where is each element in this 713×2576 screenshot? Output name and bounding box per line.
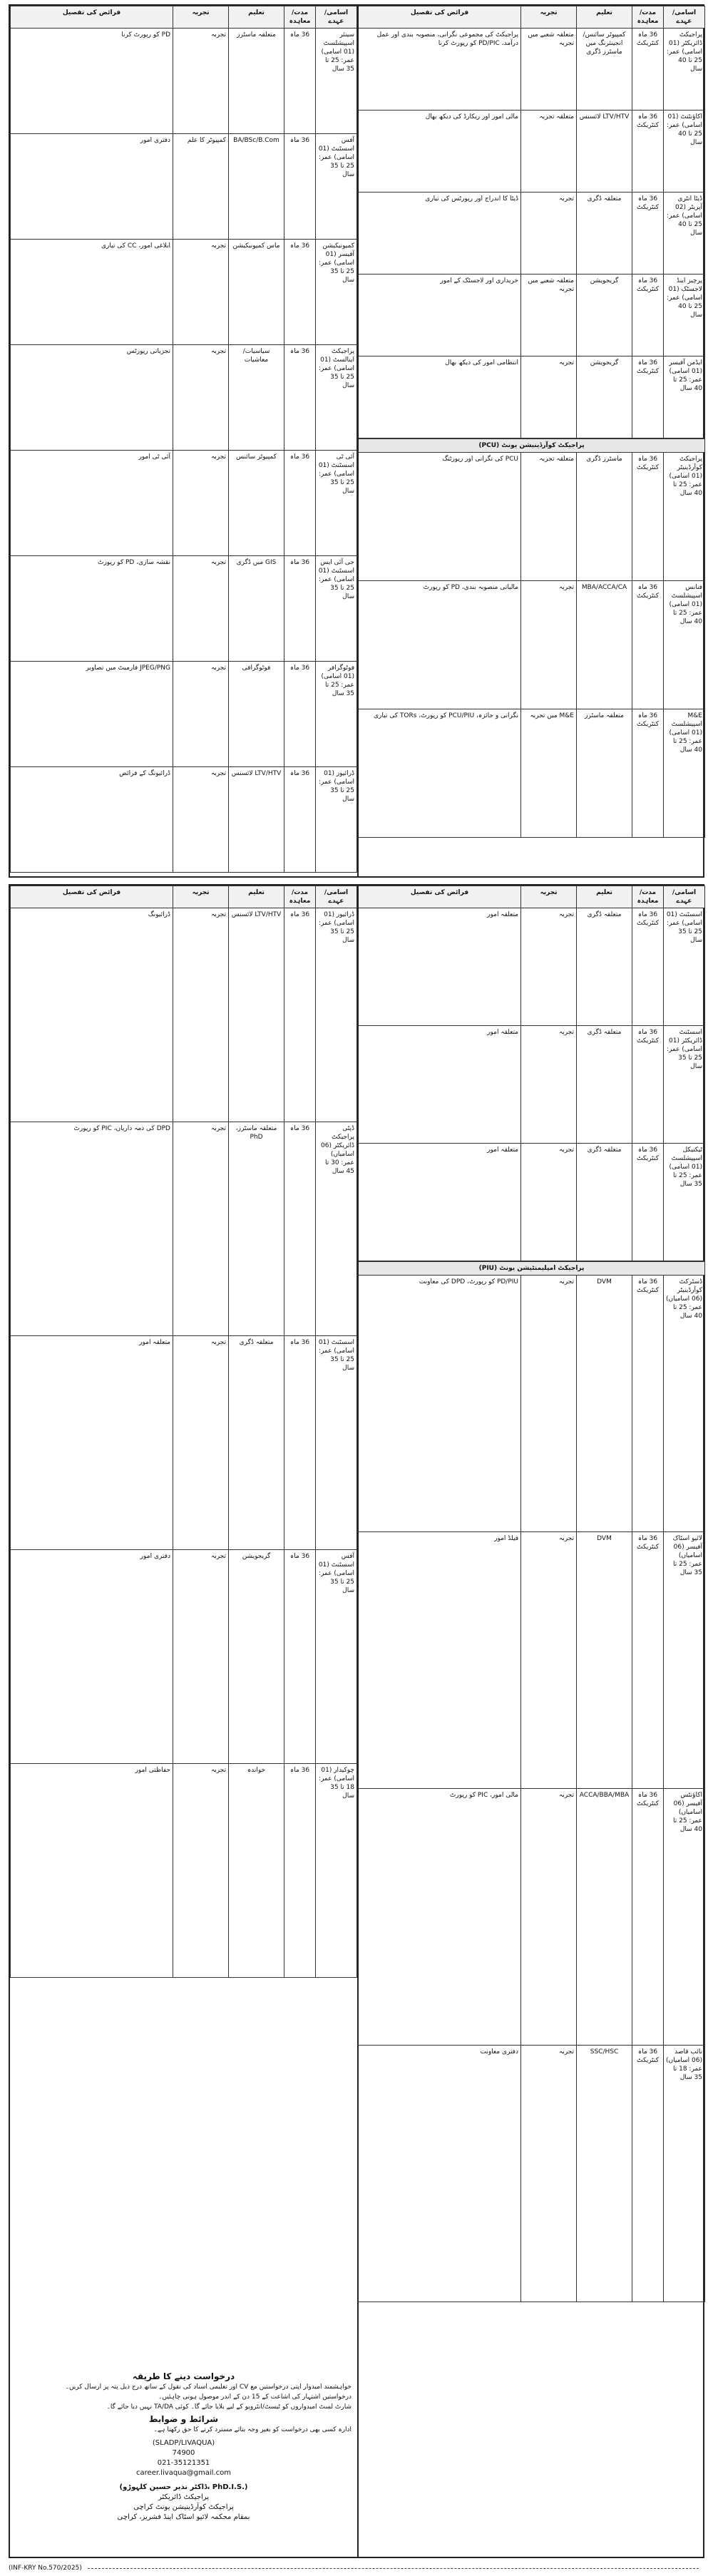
cell-duty: دفتری معاونت <box>359 2046 521 2302</box>
cell-post: ڈسٹرکٹ کوآرڈینیٹر (06 اسامیاں) عمر: 25 تا 40 سال <box>664 1276 705 1532</box>
signatory-name: (ڈاکٹر نذیر حسین کلہوڑو، PhD.I.S.) <box>119 2483 248 2491</box>
cell-post: جی آئی ایس اسسٹنٹ (01 اسامی) عمر: 25 تا 35 سال <box>316 556 357 662</box>
cell-duty: DPD کی ذمہ داریاں، PIC کو رپورٹ <box>11 1122 173 1336</box>
table-row <box>359 581 705 709</box>
cell-exp: تجربہ <box>521 581 577 709</box>
cell-term: 36 ماہ <box>284 29 316 134</box>
table-row <box>359 2046 705 2302</box>
cell-term: 36 ماہ <box>284 1764 316 1978</box>
cell-duty: حفاظتی امور <box>11 1764 173 1978</box>
cell-exp: تجربہ <box>521 1789 577 2046</box>
cell-term: 36 ماہ <box>284 662 316 767</box>
column-header: تجربہ <box>173 6 229 29</box>
cell-post: نائب قاصد (06 اسامیاں) عمر: 18 تا 35 سال <box>664 2046 705 2302</box>
cell-exp: تجربہ <box>173 1122 229 1336</box>
cell-post: اسسٹنٹ (01 اسامی) عمر: 25 تا 35 سال <box>664 908 705 1026</box>
cell-term: 36 ماہ <box>284 240 316 345</box>
cell-post: پراجیکٹ کوآرڈینیٹر (01 اسامی) عمر: 25 تا 40 سال <box>664 453 705 581</box>
cell-edu: متعلقہ ڈگری <box>577 193 632 274</box>
table-row <box>11 134 357 240</box>
cell-post: پرچیز اینڈ لاجسٹک (01 اسامی) عمر: 25 تا 40 سال <box>664 274 705 356</box>
column-header: اسامی/عہدے <box>316 886 357 908</box>
cell-duty: دفتری امور <box>11 134 173 240</box>
table-row <box>359 356 705 438</box>
cell-exp: متعلقہ شعبے میں تجربہ <box>521 29 577 111</box>
cell-exp: تجربہ <box>521 1144 577 1261</box>
column-header: تعلیم <box>229 6 284 29</box>
cell-duty: آئی ٹی امور <box>11 451 173 556</box>
apply-title: درخواست دینے کا طریقہ <box>132 2371 235 2381</box>
cell-post: ٹیکنیکل اسپیشلسٹ (01 اسامی) عمر: 25 تا 35 سال <box>664 1144 705 1261</box>
postcode: 74900 <box>172 2449 195 2457</box>
cell-term: 36 ماہ کنٹریکٹ <box>632 908 664 1026</box>
terms-line: ادارہ کسی بھی درخواست کو بغیر وجہ بتائے مسترد کرنے کا حق رکھتا ہے۔ <box>153 2426 352 2433</box>
cell-duty: ڈرائیونگ کے فرائض <box>11 767 173 873</box>
cell-duty: PD/PIU کو رپورٹ، DPD کی معاونت <box>359 1276 521 1532</box>
cell-post: فوٹوگرافر (01 اسامی) عمر: 25 تا 35 سال <box>316 662 357 767</box>
cell-post: ڈپٹی پراجیکٹ ڈائریکٹر (06 اسامیاں) عمر: 30 تا 45 سال <box>316 1122 357 1336</box>
cell-post: لائیو اسٹاک آفیسر (06 اسامیاں) عمر: 25 تا 35 سال <box>664 1532 705 1789</box>
cell-exp: تجربہ <box>173 556 229 662</box>
column-header: تعلیم <box>577 886 632 908</box>
cell-duty: PD کو رپورٹ کرنا <box>11 29 173 134</box>
table-row <box>11 29 357 134</box>
cell-exp: تجربہ <box>173 451 229 556</box>
cell-post: ایڈمن آفیسر (01 اسامی) عمر: 25 تا 40 سال <box>664 356 705 438</box>
column-header: اسامی/عہدے <box>664 6 705 29</box>
column-header: اسامی/عہدے <box>316 6 357 29</box>
piu-table <box>358 1261 705 2302</box>
cell-exp: تجربہ <box>521 2046 577 2302</box>
cell-edu: خواندہ <box>229 1764 284 1978</box>
cell-term: 36 ماہ <box>284 345 316 451</box>
cell-term: 36 ماہ کنٹریکٹ <box>632 1532 664 1789</box>
cell-edu: متعلقہ ڈگری <box>577 1144 632 1261</box>
how-to-apply-section <box>10 2369 357 2557</box>
table-row <box>359 1144 705 1261</box>
cell-term: 36 ماہ کنٹریکٹ <box>632 1276 664 1532</box>
cell-duty: متعلقہ امور <box>359 1144 521 1261</box>
cell-term: 36 ماہ کنٹریکٹ <box>632 111 664 193</box>
top-left-table <box>10 6 357 873</box>
signature-block <box>10 2483 357 2523</box>
cell-term: 36 ماہ <box>284 767 316 873</box>
column-header: مدت/معاہدہ <box>632 6 664 29</box>
column-header: تجربہ <box>521 886 577 908</box>
cell-edu: متعلقہ ماسٹرز <box>577 709 632 838</box>
table-row <box>359 1276 705 1532</box>
cell-post: اکاؤنٹس آفیسر (06 اسامیاں) عمر: 25 تا 40 سال <box>664 1789 705 2046</box>
table-row <box>359 453 705 581</box>
footer <box>9 2562 704 2575</box>
cell-exp: تجربہ <box>173 240 229 345</box>
cell-post: ڈیٹا انٹری آپریٹر (02 اسامی) عمر: 25 تا 40 سال <box>664 193 705 274</box>
cell-edu: BA/BSc/B.Com <box>229 134 284 240</box>
cell-exp: تجربہ <box>521 908 577 1026</box>
cell-edu: DVM <box>577 1276 632 1532</box>
cell-post: آئی ٹی اسسٹنٹ (01 اسامی) عمر: 25 تا 35 سال <box>316 451 357 556</box>
cell-exp: تجربہ <box>521 356 577 438</box>
bottom-right-panel <box>358 886 705 2557</box>
cell-duty: تجزیاتی رپورٹس <box>11 345 173 451</box>
cell-post: M&E اسپیشلسٹ (01 اسامی) عمر: 25 تا 40 سال <box>664 709 705 838</box>
cell-duty: مالی امور، PIC کو رپورٹ <box>359 1789 521 2046</box>
cell-duty: JPEG/PNG فارمیٹ میں تصاویر <box>11 662 173 767</box>
column-header: مدت/معاہدہ <box>284 6 316 29</box>
cell-term: 36 ماہ <box>284 1336 316 1550</box>
cell-term: 36 ماہ <box>284 134 316 240</box>
cell-duty: نقشہ سازی، PD کو رپورٹ <box>11 556 173 662</box>
column-header: تجربہ <box>521 6 577 29</box>
table-row <box>359 1026 705 1144</box>
cell-term: 36 ماہ کنٹریکٹ <box>632 1026 664 1144</box>
top-advert-block <box>9 4 704 878</box>
cell-edu: LTV/HTV لائسنس <box>577 111 632 193</box>
cell-duty: ڈیٹا کا اندراج اور رپورٹس کی تیاری <box>359 193 521 274</box>
column-header: فرائض کی تفصیل <box>11 886 173 908</box>
table-header-row <box>11 886 357 908</box>
table-row <box>11 451 357 556</box>
cell-duty: مالیاتی منصوبہ بندی، PD کو رپورٹ <box>359 581 521 709</box>
column-header: اسامی/عہدے <box>664 886 705 908</box>
cell-post: ڈرائیور (01 اسامی) عمر: 25 تا 35 سال <box>316 908 357 1122</box>
table-row <box>11 1550 357 1764</box>
cell-duty: فیلڈ امور <box>359 1532 521 1789</box>
cell-term: 36 ماہ کنٹریکٹ <box>632 709 664 838</box>
apply-line: درخواستیں اشتہار کی اشاعت کے 15 دن کے اندر موصول ہونی چاہئیں۔ <box>158 2393 352 2401</box>
cell-post: پراجیکٹ ڈائریکٹر (01 اسامی) عمر: 25 تا 40 سال <box>664 29 705 111</box>
apply-line: خواہشمند امیدوار اپنی درخواستیں مع CV اور تعلیمی اسناد کی نقول کے ساتھ درج ذیل پتہ پر ارسال کریں۔ <box>65 2383 352 2391</box>
column-header: فرائض کی تفصیل <box>359 886 521 908</box>
cell-exp: تجربہ <box>173 908 229 1122</box>
table-header-row <box>359 886 705 908</box>
top-left-panel <box>10 6 359 876</box>
apply-line: شارٹ لسٹ امیدواروں کو ٹیسٹ/انٹرویو کے لیے بلایا جائے گا۔ کوئی TA/DA نہیں دیا جائے گا۔ <box>106 2403 352 2411</box>
cell-edu: MBA/ACCA/CA <box>577 581 632 709</box>
cell-duty: نگرانی و جائزہ، PCU/PIU کو رپورٹ، TORs کی تیاری <box>359 709 521 838</box>
table-row <box>11 1336 357 1550</box>
cell-edu: سیاسیات/ معاشیات <box>229 345 284 451</box>
table-row <box>11 908 357 1122</box>
cell-exp: M&E میں تجربہ <box>521 709 577 838</box>
cell-edu: گریجویشن <box>577 274 632 356</box>
cell-post: اکاؤنٹنٹ (01 اسامی) عمر: 25 تا 40 سال <box>664 111 705 193</box>
project-name: (SLADP/LIVAQUA) <box>152 2439 215 2447</box>
cell-edu: ACCA/BBA/MBA <box>577 1789 632 2046</box>
column-header: فرائض کی تفصیل <box>359 6 521 29</box>
cell-term: 36 ماہ <box>284 1550 316 1764</box>
cell-post: آفس اسسٹنٹ (01 اسامی) عمر: 25 تا 35 سال <box>316 1550 357 1764</box>
cell-exp: تجربہ <box>173 1550 229 1764</box>
column-header: مدت/معاہدہ <box>632 886 664 908</box>
cell-edu: متعلقہ ڈگری <box>229 1336 284 1550</box>
column-header: تجربہ <box>173 886 229 908</box>
pcu-table <box>358 438 705 838</box>
cell-duty: متعلقہ امور <box>359 908 521 1026</box>
cell-post: اسسٹنٹ ڈائریکٹر (01 اسامی) عمر: 25 تا 35 سال <box>664 1026 705 1144</box>
cell-duty: انتظامی امور کی دیکھ بھال <box>359 356 521 438</box>
cell-post: ڈرائیور (01 اسامی) عمر: 25 تا 35 سال <box>316 767 357 873</box>
table-row <box>359 29 705 111</box>
bottom-left-table <box>10 886 357 1978</box>
cell-term: 36 ماہ کنٹریکٹ <box>632 1789 664 2046</box>
cell-edu: GIS میں ڈگری <box>229 556 284 662</box>
cell-edu: گریجویشن <box>577 356 632 438</box>
phone-number: 021-35121351 <box>157 2459 210 2467</box>
cell-exp: تجربہ <box>521 1276 577 1532</box>
ad-reference: (INF-KRY No.570/2025) <box>9 2565 82 2572</box>
cell-edu: فوٹوگرافی <box>229 662 284 767</box>
cell-term: 36 ماہ <box>284 451 316 556</box>
bottom-right-table <box>358 886 705 1261</box>
cell-duty: ابلاغی امور، CC کی تیاری <box>11 240 173 345</box>
cell-term: 36 ماہ کنٹریکٹ <box>632 274 664 356</box>
cell-exp: تجربہ <box>173 767 229 873</box>
table-row <box>11 767 357 873</box>
table-row <box>11 1122 357 1336</box>
cell-duty: PCU کی نگرانی اور رپورٹنگ <box>359 453 521 581</box>
table-row <box>11 1764 357 1978</box>
signatory-unit: پراجیکٹ کوآرڈینیشن یونٹ کراچی <box>133 2503 234 2511</box>
terms-title: شرائط و ضوابط <box>148 2414 219 2424</box>
cell-exp: متعلقہ تجربہ <box>521 111 577 193</box>
cell-duty: دفتری امور <box>11 1550 173 1764</box>
cell-exp: تجربہ <box>521 193 577 274</box>
cell-post: فنانس اسپیشلسٹ (01 اسامی) عمر: 25 تا 40 سال <box>664 581 705 709</box>
cell-post: کمیونیکیشن آفیسر (01 اسامی) عمر: 25 تا 35 سال <box>316 240 357 345</box>
cell-term: 36 ماہ کنٹریکٹ <box>632 356 664 438</box>
cell-post: اسسٹنٹ (01 اسامی) عمر: 25 تا 35 سال <box>316 1336 357 1550</box>
cell-exp: تجربہ <box>173 662 229 767</box>
cell-term: 36 ماہ <box>284 908 316 1122</box>
table-row <box>11 662 357 767</box>
cell-term: 36 ماہ کنٹریکٹ <box>632 1144 664 1261</box>
cell-exp: تجربہ <box>173 345 229 451</box>
cell-term: 36 ماہ کنٹریکٹ <box>632 193 664 274</box>
footer-rule <box>88 2568 699 2569</box>
cell-exp: تجربہ <box>173 29 229 134</box>
cell-exp: تجربہ <box>173 1764 229 1978</box>
cell-edu: SSC/HSC <box>577 2046 632 2302</box>
cell-post: سینئر اسپیشلسٹ (01 اسامی) عمر: 25 تا 35 سال <box>316 29 357 134</box>
pcu-band: پراجیکٹ کوآرڈینیشن یونٹ (PCU) <box>359 439 705 453</box>
signatory-title: پراجیکٹ ڈائریکٹر <box>158 2493 210 2501</box>
top-right-panel <box>358 6 705 876</box>
column-header: مدت/معاہدہ <box>284 886 316 908</box>
cell-exp: تجربہ <box>521 1532 577 1789</box>
top-right-table <box>358 6 705 438</box>
bottom-advert-block <box>9 884 704 2558</box>
table-row <box>11 345 357 451</box>
column-header: تعلیم <box>577 6 632 29</box>
table-row <box>359 111 705 193</box>
cell-edu: ماسٹرز ڈگری <box>577 453 632 581</box>
table-row <box>359 1532 705 1789</box>
cell-term: 36 ماہ کنٹریکٹ <box>632 581 664 709</box>
cell-edu: LTV/HTV لائسنس <box>229 767 284 873</box>
cell-duty: متعلقہ امور <box>359 1026 521 1144</box>
cell-edu: گریجویشن <box>229 1550 284 1764</box>
table-row <box>359 1789 705 2046</box>
cell-term: 36 ماہ <box>284 1122 316 1336</box>
email-link[interactable]: career.livaqua@gmail.com <box>136 2469 231 2477</box>
cell-duty: خریداری اور لاجسٹک کے امور <box>359 274 521 356</box>
cell-post: پراجیکٹ اینالسٹ (01 اسامی) عمر: 25 تا 35 سال <box>316 345 357 451</box>
cell-edu: متعلقہ ماسٹرز، PhD <box>229 1122 284 1336</box>
cell-edu: DVM <box>577 1532 632 1789</box>
table-header-row <box>11 6 357 29</box>
cell-edu: متعلقہ ڈگری <box>577 1026 632 1144</box>
signatory-dept: بمقام محکمہ لائیو اسٹاک اینڈ فشریز، کراچی <box>117 2513 250 2521</box>
cell-edu: کمپیوٹر سائنس/ انجینئرنگ میں ماسٹرز ڈگری <box>577 29 632 111</box>
table-header-row <box>359 6 705 29</box>
table-row <box>359 709 705 838</box>
table-row <box>359 274 705 356</box>
cell-post: چوکیدار (01 اسامی) عمر: 18 تا 35 سال <box>316 1764 357 1978</box>
cell-edu: متعلقہ ڈگری <box>577 908 632 1026</box>
cell-term: 36 ماہ کنٹریکٹ <box>632 453 664 581</box>
cell-exp: کمپیوٹر کا علم <box>173 134 229 240</box>
column-header: تعلیم <box>229 886 284 908</box>
cell-exp: تجربہ <box>521 1026 577 1144</box>
column-header: فرائض کی تفصیل <box>11 6 173 29</box>
table-row <box>11 240 357 345</box>
table-row <box>359 193 705 274</box>
cell-duty: پراجیکٹ کی مجموعی نگرانی، منصوبہ بندی اور عمل درآمد، PD/PIC کو رپورٹ کرنا <box>359 29 521 111</box>
table-row <box>11 556 357 662</box>
cell-term: 36 ماہ <box>284 556 316 662</box>
bottom-left-panel <box>10 886 359 2557</box>
cell-post: آفس اسسٹنٹ (01 اسامی) عمر: 25 تا 35 سال <box>316 134 357 240</box>
cell-term: 36 ماہ کنٹریکٹ <box>632 29 664 111</box>
cell-exp: متعلقہ شعبے میں تجربہ <box>521 274 577 356</box>
cell-duty: متعلقہ امور <box>11 1336 173 1550</box>
piu-band: پراجیکٹ امپلیمنٹیشن یونٹ (PIU) <box>359 1262 705 1276</box>
cell-edu: متعلقہ ماسٹرز <box>229 29 284 134</box>
cell-exp: متعلقہ تجربہ <box>521 453 577 581</box>
cell-edu: LTV/HTV لائسنس <box>229 908 284 1122</box>
cell-exp: تجربہ <box>173 1336 229 1550</box>
address-block <box>10 2438 357 2478</box>
cell-duty: ڈرائیونگ <box>11 908 173 1122</box>
cell-edu: کمپیوٹر سائنس <box>229 451 284 556</box>
table-row <box>359 908 705 1026</box>
cell-duty: مالی امور اور ریکارڈ کی دیکھ بھال <box>359 111 521 193</box>
cell-edu: ماس کمیونیکیشن <box>229 240 284 345</box>
cell-term: 36 ماہ کنٹریکٹ <box>632 2046 664 2302</box>
